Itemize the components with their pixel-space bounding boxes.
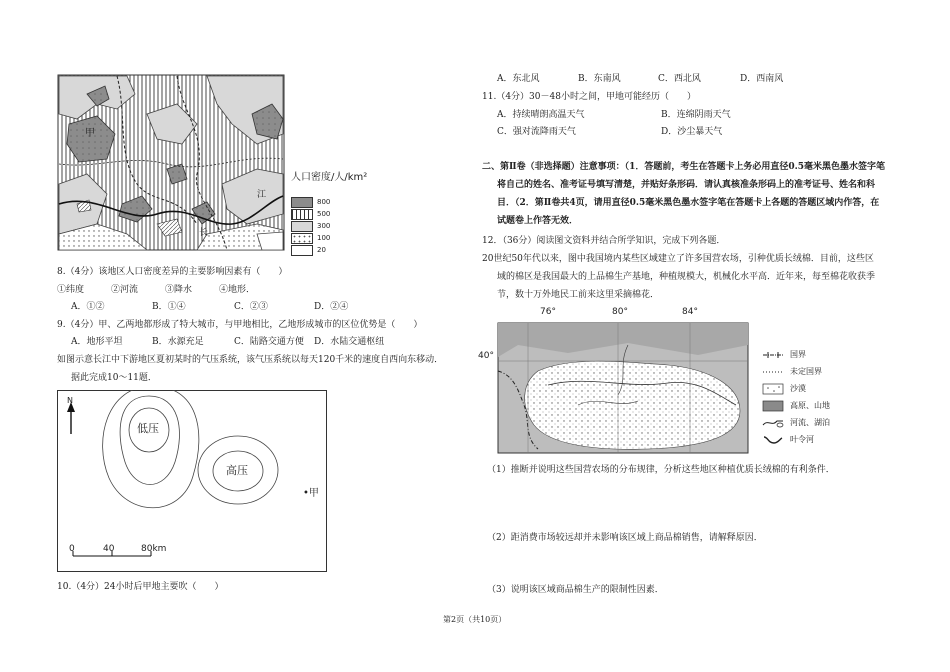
q11-stem: 11.（4分）30－48小时之间，甲地可能经历（ ） xyxy=(482,92,696,102)
q8-stem: 8.（4分）该地区人口密度差异的主要影响因素有（ ） xyxy=(57,267,288,277)
q9-option-a[interactable]: A．地形平坦 xyxy=(71,337,123,347)
q9-stem: 9.（4分）甲、乙两地都形成了特大城市，与甲地相比，乙地形成城市的区位优势是（ ） xyxy=(57,320,423,330)
legend-value: 100 xyxy=(317,233,331,242)
q10-option-a[interactable]: A．东北风 xyxy=(497,74,540,84)
north-label: N xyxy=(67,396,73,405)
lon-80: 80° xyxy=(612,307,628,317)
scale-80km: 80km xyxy=(141,544,167,554)
legend-plateau: 高原、山地 xyxy=(790,400,830,410)
legend xyxy=(291,196,330,256)
low-pressure-label: 低压 xyxy=(137,422,159,435)
q12-sub2: （2）距消费市场较远却并未影响该区域上商品棉销售，请解释原因． xyxy=(487,533,763,543)
label-jiang: 江 xyxy=(257,190,267,200)
legend-desert: 沙漠 xyxy=(790,383,806,393)
q11-option-a[interactable]: A．持续晴朗高温天气 xyxy=(497,110,585,120)
q11-option-c[interactable]: C．强对流降雨天气 xyxy=(497,127,576,137)
legend-value: 300 xyxy=(317,221,331,230)
population-density-map xyxy=(57,74,368,254)
q10-option-c[interactable]: C．西北风 xyxy=(658,74,701,84)
q11-option-d[interactable]: D．沙尘暴天气 xyxy=(661,127,723,137)
scale-0: 0 xyxy=(69,544,75,554)
q11-option-b[interactable]: B．连绵阴雨天气 xyxy=(661,110,731,120)
label-jia: 甲 xyxy=(85,128,95,139)
section2-line1: 二、第Ⅱ卷（非选择题）注意事项：（1．答题前，考生在答题卡上务必用直径0.5毫米黑色墨水签字笔 xyxy=(482,162,886,172)
legend-value: 800 xyxy=(317,197,331,206)
legend-title: 人口密度/人/km² xyxy=(291,172,368,183)
q12-sub3: （3）说明该区域商品棉生产的限制性因素． xyxy=(487,585,664,595)
section2-line3: 目．（2．第Ⅱ卷共4页，请用直径0.5毫米黑色墨水签字笔在答题卡上各题的答题区域内作答，在 xyxy=(497,198,880,208)
q8-option-d[interactable]: D．②④ xyxy=(314,302,349,312)
intro-line1: 如图示意长江中下游地区夏初某时的气压系统，该气压系统以每天120千米的速度自西向东移动． xyxy=(57,355,444,365)
q10-option-b[interactable]: B．东南风 xyxy=(578,74,621,84)
q12-para-line2: 域的棉区是我国最大的上品棉生产基地，种植规模大，机械化水平高．近年来，每至棉花收获季 xyxy=(497,272,876,282)
pressure-map xyxy=(57,390,327,572)
section2-line4: 试题卷上作答无效． xyxy=(497,216,579,226)
label-chang: 长 xyxy=(199,228,209,238)
legend-river-lake: 河流、湖泊 xyxy=(790,417,830,427)
q9-option-c[interactable]: C．陆路交通方便 xyxy=(234,337,304,347)
cotton-region-map xyxy=(478,305,768,457)
scale-40: 40 xyxy=(103,544,115,554)
jia-point-label: •甲 xyxy=(303,488,319,499)
lat-40: 40° xyxy=(478,351,494,361)
cotton-map-legend xyxy=(762,346,830,448)
q10-stem: 10.（4分）24小时后甲地主要吹（ ） xyxy=(57,582,224,592)
q8-option-a[interactable]: A．①② xyxy=(71,302,105,312)
q8-option-c[interactable]: C．②③ xyxy=(234,302,268,312)
legend-value: 20 xyxy=(317,245,326,254)
q12-para-line1: 20世纪50年代以来，图中我国境内某些区域建立了许多国营农场，引种优质长绒棉．目前，这些区 xyxy=(482,254,874,264)
page-footer: 第2页（共10页） xyxy=(443,615,507,624)
q10-option-d[interactable]: D．西南风 xyxy=(740,74,784,84)
q9-option-d[interactable]: D．水陆交通枢纽 xyxy=(314,337,385,347)
q12-sub1: （1）推断并说明这些国营农场的分布规律，分析这些地区种植优质长绒棉的有利条件． xyxy=(487,465,835,475)
q9-option-b[interactable]: B．水源充足 xyxy=(152,337,204,347)
high-pressure-label: 高压 xyxy=(226,464,248,477)
legend-undetermined-border: 未定国界 xyxy=(790,366,822,376)
q8-factors: ①纬度 ②河流 ③降水 ④地形． xyxy=(57,285,256,295)
legend-yeerqiang-river: 叶令河 xyxy=(790,434,814,444)
q8-option-b[interactable]: B．①④ xyxy=(152,302,186,312)
lon-76: 76° xyxy=(540,307,556,317)
intro-line2: 据此完成10～11题． xyxy=(71,373,157,383)
legend-border: 国界 xyxy=(790,349,806,359)
q12-para-line3: 节，数十万外地民工前来这里采摘棉花． xyxy=(497,290,660,300)
lon-84: 84° xyxy=(682,307,698,317)
section2-line2: 将自己的姓名、准考证号填写清楚，并贴好条形码．请认真核准条形码上的准考证号、姓名和科 xyxy=(497,180,876,190)
q12-stem: 12．（36分）阅读图文资料并结合所学知识，完成下列各题． xyxy=(482,236,726,246)
legend-value: 500 xyxy=(317,209,331,218)
